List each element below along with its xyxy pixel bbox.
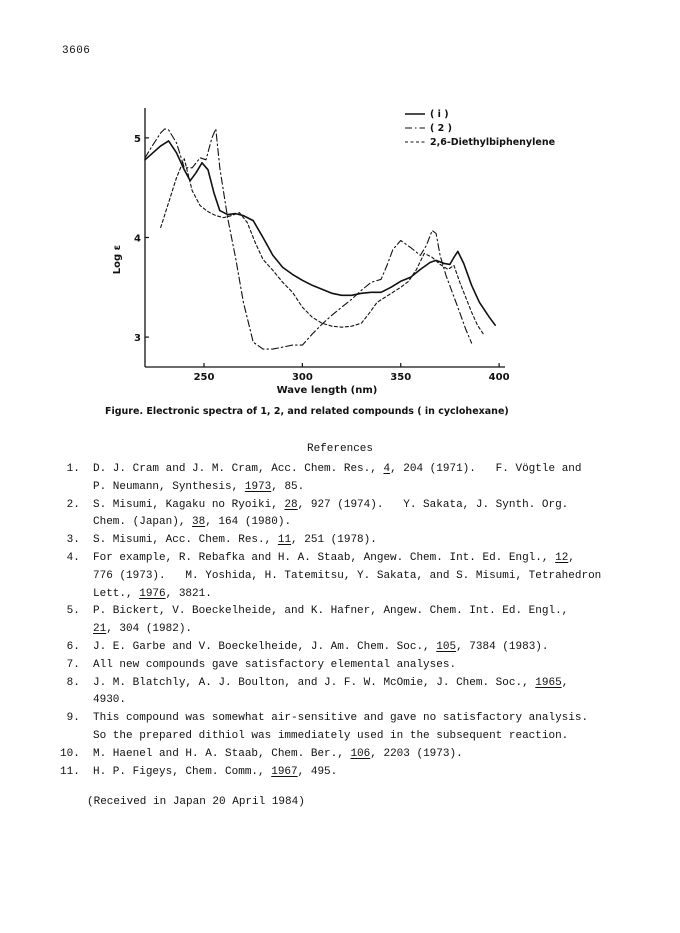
- series-line-i: [145, 141, 495, 325]
- reference-line: [60, 497, 660, 515]
- reference-text: ,: [568, 551, 575, 564]
- y-tick-label: 4: [134, 233, 141, 245]
- y-axis-title: Log ε: [112, 244, 123, 275]
- series-line-2: [145, 129, 472, 349]
- reference-text: [60, 623, 93, 635]
- legend-label-i: ( i ): [430, 109, 449, 120]
- reference-text: 1. D. J. Cram and J. M. Cram, Acc. Chem. Res.,: [60, 463, 384, 475]
- reference-volume: 38: [192, 516, 206, 529]
- reference-text: 776 (1973). M. Yoshida, H. Tatemitsu, Y. Sakata, and S. Misumi, Tetrahedron: [60, 569, 602, 582]
- reference-text: 11. H. P. Figeys, Chem. Comm.,: [60, 765, 272, 778]
- reference-volume: 105: [436, 640, 457, 653]
- reference-volume: 1976: [139, 587, 166, 600]
- reference-volume: 12: [555, 551, 569, 564]
- reference-line: [60, 532, 660, 550]
- x-tick-label: 250: [193, 372, 215, 383]
- reference-volume: 28: [284, 498, 298, 511]
- reference-text: , 85.: [271, 480, 305, 493]
- reference-line: [60, 639, 660, 657]
- reference-text: 6. J. E. Garbe and V. Boeckelheide, J. Am. Chem. Soc.,: [60, 640, 437, 653]
- reference-line: [60, 710, 660, 728]
- references-list: [60, 461, 660, 781]
- reference-volume: 21: [93, 623, 107, 636]
- references-heading: References: [306, 443, 373, 455]
- reference-text: P. Neumann, Synthesis,: [60, 480, 245, 493]
- legend-label-diethyl: 2,6-Diethylbiphenylene: [430, 137, 556, 148]
- y-tick-label: 5: [134, 133, 141, 145]
- reference-line: [60, 479, 660, 497]
- x-axis-title: Wave length (nm): [276, 385, 378, 396]
- reference-text: , 927 (1974). Y. Sakata, J. Synth. Org.: [297, 498, 569, 511]
- series-line-diethyl: [161, 159, 484, 334]
- reference-text: Chem. (Japan),: [60, 516, 193, 529]
- reference-volume: 106: [350, 747, 371, 760]
- reference-text: , 7384 (1983).: [456, 640, 549, 653]
- reference-text: 9. This compound was somewhat air-sensitive and gave no satisfactory analysis.: [60, 712, 589, 725]
- reference-line: [60, 746, 660, 764]
- page-number: 3606: [62, 45, 91, 57]
- reference-line: [60, 657, 660, 675]
- reference-line: [60, 550, 660, 568]
- reference-text: , 304 (1982).: [106, 623, 193, 636]
- reference-text: , 495.: [297, 765, 338, 778]
- reference-line: [60, 692, 660, 710]
- reference-text: 4. For example, R. Rebafka and H. A. Staab, Angew. Chem. Int. Ed. Engl.,: [60, 551, 556, 564]
- figure-caption: Figure. Electronic spectra of 1, 2, and related compounds ( in cyclohexane): [105, 406, 509, 417]
- reference-text: So the prepared dithiol was immediately used in the subsequent reaction.: [60, 729, 569, 742]
- reference-text: Lett.,: [60, 587, 140, 600]
- reference-line: [60, 603, 660, 621]
- x-tick-label: 400: [488, 372, 510, 383]
- reference-text: , 251 (1978).: [291, 534, 377, 547]
- reference-volume: 11: [277, 534, 292, 547]
- reference-line: [60, 621, 660, 639]
- legend-label-2: ( 2 ): [430, 123, 452, 134]
- reference-line: [60, 675, 660, 693]
- reference-line: [60, 764, 660, 782]
- reference-text: 7. All new compounds gave satisfactory elemental analyses.: [60, 658, 457, 671]
- received-note: (Received in Japan 20 April 1984): [87, 796, 305, 808]
- reference-volume: 1967: [271, 765, 298, 778]
- reference-text: , 164 (1980).: [205, 516, 292, 529]
- reference-text: 4930.: [60, 694, 127, 707]
- reference-text: , 204 (1971). F. Vögtle and: [390, 463, 582, 475]
- reference-line: [60, 461, 660, 479]
- reference-text: 5. P. Bickert, V. Boeckelheide, and K. Hafner, Angew. Chem. Int. Ed. Engl.,: [60, 605, 569, 618]
- reference-text: , 3821.: [165, 587, 212, 600]
- reference-line: [60, 586, 660, 604]
- reference-text: , 2203 (1973).: [370, 747, 463, 760]
- x-tick-label: 350: [390, 372, 412, 383]
- chart-legend: [405, 109, 555, 148]
- reference-volume: 4: [383, 463, 391, 475]
- reference-line: [60, 728, 660, 746]
- reference-text: 2. S. Misumi, Kagaku no Ryoiki,: [60, 498, 285, 511]
- reference-text: 10. M. Haenel and H. A. Staab, Chem. Ber.,: [60, 747, 351, 760]
- chart-axes: [112, 108, 510, 396]
- chart-series: [145, 129, 495, 349]
- reference-volume: 1965: [535, 676, 562, 689]
- reference-volume: 1973: [244, 480, 272, 493]
- reference-line: [60, 514, 660, 532]
- y-tick-label: 3: [134, 333, 141, 345]
- reference-text: ,: [561, 676, 569, 689]
- reference-line: [60, 568, 660, 586]
- x-tick-label: 300: [291, 372, 313, 383]
- reference-text: 3. S. Misumi, Acc. Chem. Res.,: [60, 534, 278, 547]
- reference-text: 8. J. M. Blatchly, A. J. Boulton, and J. F. W. McOmie, J. Chem. Soc.,: [60, 676, 536, 689]
- spectra-figure: [100, 100, 556, 400]
